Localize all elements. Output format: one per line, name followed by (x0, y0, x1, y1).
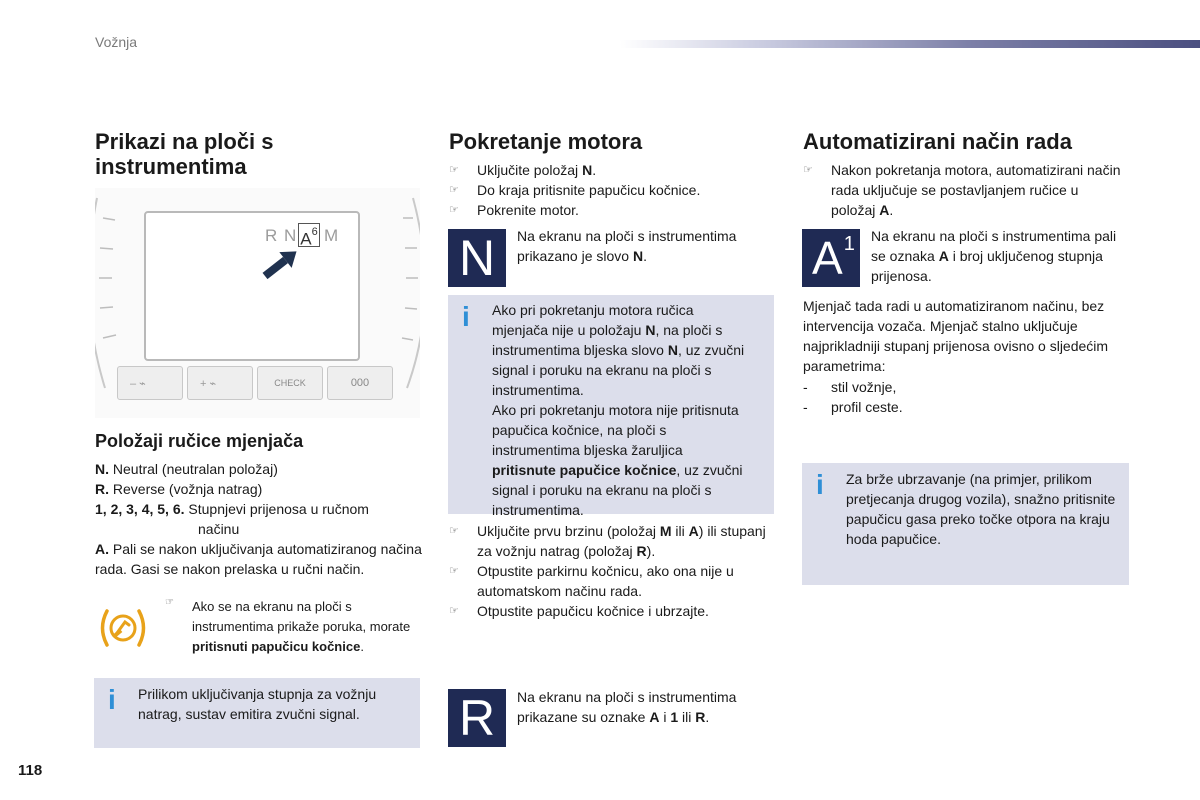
brake-pedal-warning-icon (98, 605, 148, 651)
dash-button-odometer: 000 (327, 366, 393, 400)
col3-info-box (802, 463, 1129, 585)
pointer-bullet-icon: ☞ (449, 164, 459, 176)
info-icon: i (108, 684, 116, 715)
col2-info-box (448, 295, 774, 518)
info-icon: i (462, 301, 470, 332)
pointer-bullet-icon: ☞ (449, 204, 459, 216)
col2-info-text (492, 300, 746, 520)
position-n: N. Neutral (neutralan položaj) (95, 461, 278, 477)
position-manual: 1, 2, 3, 4, 5, 6. Stupnjevi prijenosa u ručnom (95, 501, 369, 517)
dash-button-check: CHECK (257, 366, 323, 400)
r-symbol-text: Na ekranu na ploči s instrumentima prikazane su oznake A i 1 ili R. (517, 689, 737, 725)
auto-step-1: ☞ Nakon pokretanja motora, automatizirani način rada uključuje se postavljanjem ručice u položaj A. (803, 162, 1121, 218)
gear-indicator-active (298, 223, 320, 247)
plus-trip-icon (198, 376, 242, 390)
page-number: 118 (18, 762, 43, 779)
svg-text:– ⌁: – ⌁ (130, 378, 146, 390)
info-icon: i (816, 469, 824, 500)
auto-steps-list (803, 160, 1123, 220)
gear-active-number: 6 (311, 226, 318, 238)
brake-warning-note (165, 597, 425, 657)
col2-title: Pokretanje motora (449, 129, 643, 154)
pointer-bullet-icon: ☞ (449, 605, 459, 617)
col1-title: Prikazi na ploči s instrumentima (95, 129, 274, 179)
col2-info-para2: Ako pri pokretanju motora nije pritisnuta papučica kočnice, na ploči s instrumentima bljeska žaruljica pritisnute papučice kočnice, uz zvučni signal i poruku na ekranu na ploči s instrumentima. (492, 402, 743, 518)
minus-trip-icon (128, 376, 172, 390)
auto-mode-paragraph: Mjenjač tada radi u automatiziranom načinu, bez intervencija vozača. Mjenjač stalno uključuje najprikladniji stupanj prijenosa ovisno o sljedećim parametrima: (803, 298, 1109, 374)
col2-info-para1: Ako pri pokretanju motora ručica mjenjača nije u položaju N, na ploči s instrumentima bljeska slovo N, uz zvučni signal i poruku na ekranu na ploči s instrumentima. (492, 302, 745, 398)
col3-info-text: Za brže ubrzavanje (na primjer, prilikom pretjecanja drugog vozila), snažno pritisnite papučicu gasa preko točke otpora na kraju hoda papučice. (846, 471, 1116, 547)
dash-button-plus (187, 366, 253, 400)
header-decor-bar (620, 40, 1200, 48)
position-manual-cont: načinu (198, 521, 240, 537)
position-r: R. Reverse (vožnja natrag) (95, 481, 263, 497)
a1-symbol-number: 1 (843, 232, 855, 255)
drive-step-2: ☞ Otpustite parkirnu kočnicu, ako ona nije u automatskom načinu rada. (449, 563, 734, 599)
position-a: A. Pali se nakon uključivanja automatiziranog načina rada. Gasi se nakon prelaska u ručni način. (95, 541, 422, 577)
a1-symbol (802, 229, 860, 287)
pointer-bullet-icon: ☞ (449, 525, 459, 537)
pointer-bullet-icon: ☞ (449, 184, 459, 196)
gear-indicator-m: M (324, 226, 339, 245)
col1-subtitle: Položaji ručice mjenjača (95, 431, 304, 451)
gear-positions-list (95, 459, 425, 579)
a1-symbol-letter: A (812, 232, 843, 284)
r-symbol: R (448, 689, 506, 747)
start-steps-list (449, 160, 774, 220)
start-step-2: ☞ Do kraja pritisnite papučicu kočnice. (449, 182, 701, 198)
drive-steps-list (449, 521, 774, 621)
drive-step-3: ☞ Otpustite papučicu kočnice i ubrzajte. (449, 603, 709, 619)
gear-active-letter: A (300, 229, 312, 249)
col3-title: Automatizirani način rada (803, 129, 1072, 154)
param-item: - profil ceste. (803, 399, 903, 415)
start-step-1: ☞ Uključite položaj N. (449, 162, 597, 178)
section-header: Vožnja (95, 34, 138, 50)
n-symbol: N (448, 229, 506, 287)
start-step-3: ☞ Pokrenite motor. (449, 202, 579, 218)
n-symbol-text: Na ekranu na ploči s instrumentima prikazano je slovo N. (517, 228, 737, 264)
brake-warning-text: Ako se na ekranu na ploči s instrumentima prikaže poruka, morate pritisnuti papučicu kočnice. (192, 599, 411, 654)
col1-info-box (94, 678, 420, 748)
instrument-panel-illustration (95, 188, 420, 418)
drive-step-1: ☞ Uključite prvu brzinu (položaj M ili A) ili stupanj za vožnju natrag (položaj R). (449, 523, 766, 559)
pointer-bullet-icon: ☞ (449, 565, 459, 577)
pointer-bullet-icon: ☞ (803, 164, 813, 176)
svg-text:+ ⌁: + ⌁ (200, 378, 217, 390)
param-item: - stil vožnje, (803, 379, 897, 395)
a1-symbol-text: Na ekranu na ploči s instrumentima pali se oznaka A i broj uključenog stupnja prijenosa. (871, 228, 1117, 284)
dash-button-minus (117, 366, 183, 400)
col1-info-text: Prilikom uključivanja stupnja za vožnju natrag, sustav emitira zvučni signal. (138, 686, 377, 722)
gear-indicator-rn: R N (265, 226, 298, 245)
auto-params-list (803, 377, 1123, 417)
pointer-bullet-icon: ☞ (165, 597, 174, 608)
